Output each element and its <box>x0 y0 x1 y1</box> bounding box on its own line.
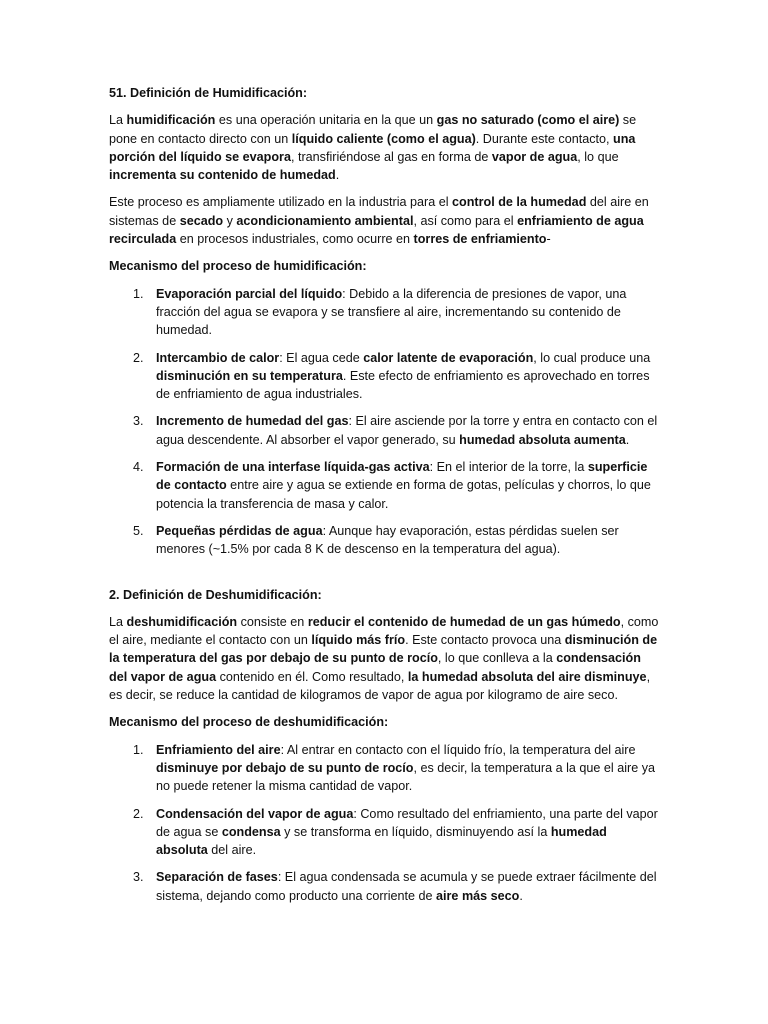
bold-text: condensa <box>221 824 281 839</box>
text-run: : Como resultado del enfriamiento, una parte del vapor de agua se <box>156 806 658 839</box>
bold-text: vapor de agua <box>491 149 578 164</box>
text-run: . <box>625 432 630 447</box>
list-item <box>109 741 660 796</box>
text-run: : El aire asciende por la torre y entra en contacto con el agua descendente. Al absorber el vapor generado, su <box>156 414 658 447</box>
text-run: , como el aire, mediante el contacto con un <box>109 614 659 648</box>
text-run: en procesos industriales, como ocurre en <box>176 232 414 247</box>
text-run: , lo cual produce una <box>533 350 651 365</box>
text-run: , transfiriéndose al gas en forma de <box>290 149 492 164</box>
text-run: , es decir, la temperatura a la que el aire ya no puede retener la misma cantidad de vapor. <box>156 760 656 794</box>
bold-text: disminuye por debajo de su punto de rocío <box>156 760 414 775</box>
section1-title: 51. Definición de Humidificación: <box>109 86 308 100</box>
list-item <box>109 458 660 513</box>
bold-text: líquido más frío <box>311 633 406 648</box>
section1-mechanism-list <box>109 285 660 559</box>
bold-text: Enfriamiento del aire <box>156 742 281 757</box>
list-item <box>109 349 660 404</box>
text-run: . <box>335 168 340 183</box>
text-run: contenido en él. Como resultado, <box>216 669 408 684</box>
bold-text: Incremento de humedad del gas <box>156 414 349 429</box>
bold-text: acondicionamiento ambiental <box>236 213 414 228</box>
text-run: : Aunque hay evaporación, estas pérdidas suelen ser menores (~1.5% por cada 8 K de descenso en la temperatura del agua). <box>156 523 619 557</box>
text-run: consiste en <box>237 614 308 629</box>
text-run: y <box>223 213 237 228</box>
list-item <box>109 522 660 559</box>
text-run: Este proceso es ampliamente utilizado en la industria para el <box>109 195 453 210</box>
bold-text: Intercambio de calor <box>156 350 280 365</box>
text-run: , es decir, se reduce la cantidad de kilogramos de vapor de agua por kilogramo de aire seco. <box>109 669 651 703</box>
section1-intro <box>109 111 660 184</box>
bold-text: líquido caliente (como el agua) <box>291 131 476 146</box>
bold-text: la humedad absoluta del aire disminuye <box>407 669 647 684</box>
bold-text: secado <box>179 213 224 228</box>
text-run: La <box>109 113 127 128</box>
list-item <box>109 412 660 449</box>
bold-text: una porción del líquido se evapora <box>109 131 636 164</box>
list-item-number: 2. <box>133 806 144 821</box>
text-run: entre aire y agua se extiende en forma de gotas, películas y chorros, lo que potencia la transferencia de masa y calor. <box>156 478 651 511</box>
bold-text: humidificación <box>126 113 216 128</box>
list-item-number: 3. <box>133 870 144 885</box>
section2-title: 2. Definición de Deshumidificación: <box>109 587 322 602</box>
text-run: . Este efecto de enfriamiento es aprovechado en torres de enfriamiento de agua industriales. <box>156 368 650 402</box>
text-run: , lo que <box>577 149 619 164</box>
bold-text: Formación de una interfase líquida-gas activa <box>156 460 430 475</box>
text-run: : En el interior de la torre, la <box>429 460 588 475</box>
text-run: , lo que conlleva a la <box>437 651 557 666</box>
text-run: La <box>109 614 127 629</box>
bold-text: humedad absoluta aumenta <box>459 432 626 447</box>
bold-text: humedad absoluta <box>156 824 607 858</box>
bold-text: torres de enfriamiento <box>413 232 547 247</box>
text-run: : El agua cede <box>279 350 364 365</box>
bold-text: Pequeñas pérdidas de agua <box>156 523 323 538</box>
section1-usage <box>109 193 660 248</box>
list-item-number: 4. <box>133 460 144 475</box>
bold-text: calor latente de evaporación <box>363 350 534 365</box>
bold-text: gas no saturado (como el aire) <box>436 113 620 128</box>
bold-text: Evaporación parcial del líquido <box>156 286 343 301</box>
list-item-number: 3. <box>133 414 144 429</box>
list-item <box>109 805 660 860</box>
text-run: : Al entrar en contacto con el líquido frío, la temperatura del aire <box>280 742 636 757</box>
text-run: , así como para el <box>413 213 518 228</box>
text-run: . Durante este contacto, <box>475 131 614 146</box>
bold-text: condensación del vapor de agua <box>109 651 641 684</box>
text-run: es una operación unitaria en la que un <box>215 113 437 128</box>
bold-text: aire más seco <box>436 888 520 903</box>
bold-text: reducir el contenido de humedad de un gas húmedo <box>307 614 621 629</box>
text-run: : Debido a la diferencia de presiones de vapor, una fracción del agua se evapora y se transfiere al aire, incrementando su contenido de humedad. <box>156 286 627 338</box>
text-run: . <box>519 888 523 903</box>
bold-text: Condensación del vapor de agua <box>156 806 354 821</box>
section2-mechanism-list <box>109 741 660 905</box>
text-run: del aire en sistemas de <box>109 195 649 228</box>
section2-intro <box>109 613 660 704</box>
bold-text: enfriamiento de agua recirculada <box>109 213 644 247</box>
list-item-number: 2. <box>133 350 144 365</box>
bold-text: incrementa su contenido de humedad <box>109 168 336 183</box>
section1-mechanism-title: Mecanismo del proceso de humidificación: <box>109 259 367 274</box>
list-item-number: 1. <box>133 742 144 757</box>
list-item-number: 1. <box>133 286 144 301</box>
text-run: : El agua condensada se acumula y se puede extraer fácilmente del sistema, dejando como producto una corriente de <box>156 870 657 903</box>
bold-text: superficie de contacto <box>156 460 648 493</box>
bold-text: deshumidificación <box>126 614 238 629</box>
section2-mechanism-title: Mecanismo del proceso de deshumidificación: <box>109 715 389 730</box>
bold-text: disminución en su temperatura <box>156 368 343 383</box>
text-run: - <box>546 232 551 247</box>
bold-text: control de la humedad <box>452 195 587 210</box>
list-item <box>109 285 660 340</box>
text-run: . Este contacto provoca una <box>405 633 565 648</box>
text-run: y se transforma en líquido, disminuyendo así la <box>280 824 551 839</box>
text-run: se pone en contacto directo con un <box>109 113 637 146</box>
list-item <box>109 868 660 905</box>
text-run: del aire. <box>207 843 257 858</box>
list-item-number: 5. <box>133 523 144 538</box>
section-spacer <box>109 568 660 586</box>
bold-text: Separación de fases <box>156 870 278 885</box>
bold-text: disminución de la temperatura del gas por debajo de su punto de rocío <box>109 633 658 666</box>
